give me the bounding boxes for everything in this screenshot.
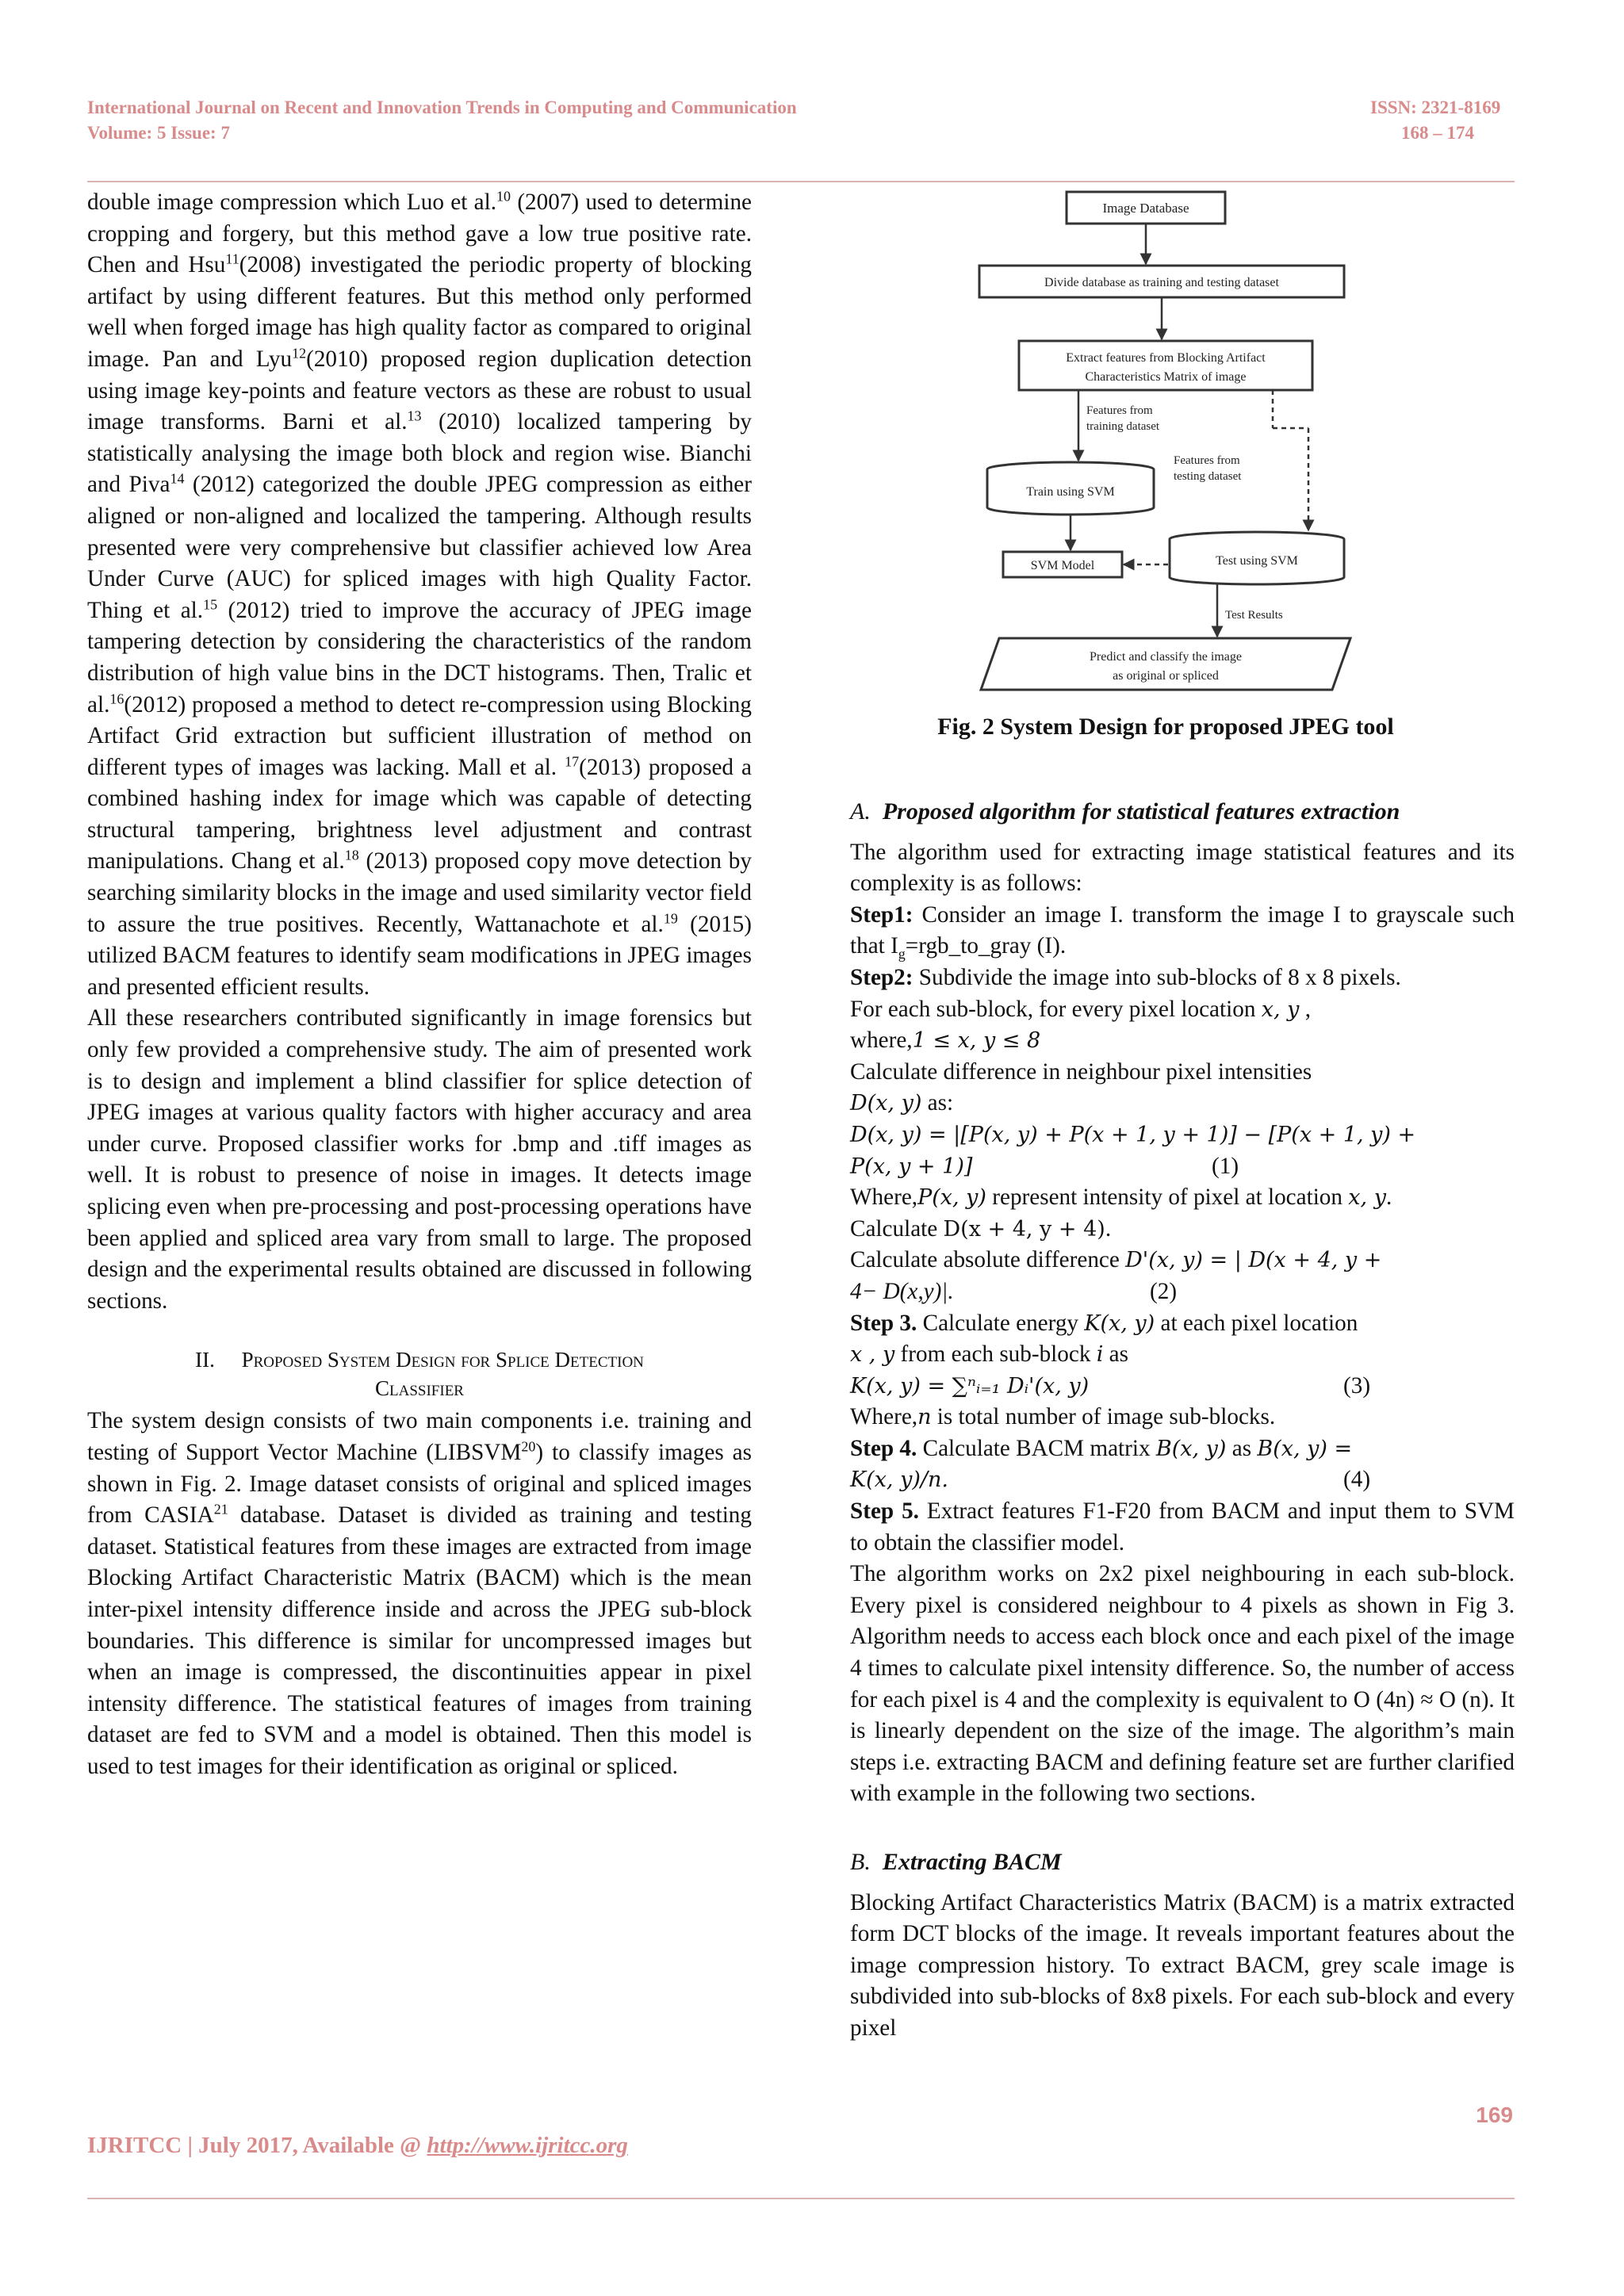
step-3-label: Step 3.: [850, 1310, 917, 1336]
step-2-text: Subdivide the image into sub-blocks of 8 x 8 pixels.: [913, 964, 1401, 990]
algorithm-intro: The algorithm used for extracting image statistical features and its complexity is as follows:: [850, 839, 1515, 897]
left-column: [87, 187, 752, 1783]
section-title-line2: Classifier: [375, 1376, 464, 1401]
system-design-diagram: [971, 190, 1352, 721]
step-3-line-2: [850, 1339, 1515, 1371]
where-range-math: 1 ≤ x, y ≤ 8: [912, 1028, 1041, 1054]
step-3-line-2-tail: as: [1103, 1341, 1128, 1368]
equation-4-number: (4): [1343, 1467, 1371, 1493]
where-p-tail: .: [1385, 1184, 1392, 1211]
reference-superscript: 16: [109, 690, 124, 706]
journal-title: International Journal on Recent and Innovation Trends in Computing and Communication: [87, 98, 797, 117]
step-3-line-2-math: x , y: [850, 1342, 895, 1368]
reference-superscript: 15: [203, 595, 218, 612]
reference-superscript: 20: [521, 1438, 536, 1455]
calc-d4-math: D(x + 4, y + 4): [943, 1216, 1105, 1242]
test-results-label: Test Results: [1225, 609, 1283, 622]
equation-1-part-2: P(x, y + 1)]: [850, 1154, 973, 1179]
reference-superscript: 21: [213, 1501, 228, 1517]
step-4-math-2: B(x, y) =: [1257, 1436, 1353, 1461]
intro-paragraph: double image compression which Luo et al.$^{10}$ (2007) used to determine cropping and forgery, but this method gave a low true positive rate. Chen and Hsu$^{11}$(2008) investigated the periodic property of blocking artifact by using different features. But this method only performed well when forged image has high quality factor as compared to original image. Pan and Lyu$^{12}$(2010) proposed region duplication detection using image key-points and feature vectors as these are robust to usual image transforms. Barni et al.$^{13}$ (2010) localized tampering by statistically analysing the image both block and region wise. Bianchi and Piva$^{14}$ (2012) categorized the double JPEG compression as either aligned or non-aligned and localized the tampering. Although results presented were very comprehensive but classifier achieved low Area Under Curve (AUC) for spliced images with high Quality Factor. Thing et al.$^{15}$ (2012) tried to improve the accuracy of JPEG image tampering detection by considering the characteristics of the random distribution of high value bins in the DCT histograms. Then, Tralic et al.$^{16}$(2012) proposed a method to detect re-compression using Blocking Artifact Grid extraction but sufficient illustration of method on different types of images was lacking. Mall et al. $^{17}$(2013) proposed a combined hashing index for image which was capable of detecting structural tampering, brightness level adjustment and contrast manipulations. Chang et al.$^{18}$ (2013) proposed copy move detection by searching similarity blocks in the image and used similarity vector field to assure the true positives. Recently, Wattanachote et al.$^{19}$ (2015) utilized BACM features to identify seam modifications in JPEG images and presented efficient results.: [87, 188, 753, 1000]
equation-1-line-2: [850, 1151, 1515, 1183]
footer-rule: [87, 2198, 1515, 2199]
where-p-text: Where,: [850, 1184, 918, 1211]
calc-diff-line: Calculate difference in neighbour pixel intensities: [850, 1058, 1312, 1085]
figure-caption: Fig. 2 System Design for proposed JPEG tool: [937, 714, 1394, 740]
dxy-as-line: [850, 1088, 1515, 1119]
section-number: II.: [195, 1348, 215, 1372]
step-4: [850, 1433, 1515, 1465]
step-3-line-2-text: from each sub-block: [894, 1341, 1097, 1368]
svm-model-label: SVM Model: [1030, 559, 1095, 572]
equation-3-math: K(x, y) = ∑ⁿᵢ₌₁ Dᵢ'(x, y): [850, 1373, 1090, 1399]
section-b-letter: B.: [850, 1849, 871, 1875]
step-3-line-2-math-2: i: [1096, 1342, 1104, 1368]
footer: [87, 2133, 628, 2159]
step-1-text: Consider an image I. transform the image I to grayscale such that I: [850, 901, 1515, 959]
step-2: [850, 962, 1515, 994]
bacm-paragraph: Blocking Artifact Characteristics Matrix (BACM) is a matrix extracted form DCT blocks of the image. It reveals important features about the image compression history. To extract BACM, grey scale image is subdivided into sub-blocks of 8x8 pixels. For each sub-block and every pixel: [850, 1889, 1515, 2041]
predict-label-1: Predict and classify the image: [1090, 650, 1242, 664]
where-n-math: n: [917, 1405, 932, 1430]
where-n-line: [850, 1402, 1515, 1433]
equation-1-number: (1): [1212, 1153, 1239, 1179]
each-subblock-math: x, y: [1261, 997, 1300, 1022]
calc-d4-tail: .: [1105, 1215, 1112, 1242]
step-4-text: Calculate BACM matrix: [917, 1435, 1156, 1461]
equation-4-math: K(x, y)/n.: [850, 1468, 948, 1493]
page-number: 169: [1476, 2103, 1513, 2127]
section-a-title: Proposed algorithm for statistical features extraction: [882, 798, 1400, 825]
step-4-math: B(x, y): [1155, 1436, 1227, 1461]
calc-abs-math: D'(x, y) = | D(x + 4, y +: [1125, 1248, 1382, 1273]
volume-issue: Volume: 5 Issue: 7: [87, 123, 230, 143]
calc-d4-text: Calculate: [850, 1215, 944, 1242]
step-3-text: Calculate energy: [917, 1310, 1085, 1336]
section-heading: [87, 1345, 752, 1402]
equation-4: [850, 1464, 1515, 1496]
predict-label-2: as original or spliced: [1113, 669, 1219, 683]
train-svm-label: Train using SVM: [1026, 485, 1115, 499]
where-n-text: Where,: [850, 1404, 918, 1430]
step-1-tail: =rgb_to_gray (I).: [905, 933, 1067, 959]
calc-abs-text: Calculate absolute difference: [850, 1247, 1126, 1273]
features-testing-label-2: testing dataset: [1174, 470, 1242, 483]
image-database-label: Image Database: [1102, 201, 1189, 216]
summary-paragraph: All these researchers contributed significantly in image forensics but only few provided a comprehensive study. The aim of presented work is to design and implement a blind classifier for splice detection of JPEG images at various quality factors with higher accuracy and area under curve. Proposed classifier works for .bmp and .tiff images as well. It is robust to presence of noise in images. It detects image splicing even when pre-processing and post-processing operations have been applied and spliced area vary from small to large. The proposed design and the experimental results obtained are discussed in following sections.: [87, 1005, 752, 1314]
features-training-label-2: training dataset: [1086, 420, 1160, 433]
equation-2-line-2: [850, 1276, 1515, 1308]
step-1-subscript: g: [898, 946, 906, 962]
each-subblock-text: For each sub-block, for every pixel location: [850, 996, 1262, 1022]
step-5-label: Step 5.: [850, 1498, 919, 1525]
dxy-math: D(x, y): [850, 1091, 922, 1116]
dxy-as-text: as:: [921, 1090, 954, 1116]
reference-superscript: 14: [170, 470, 185, 487]
where-p-math: P(x, y): [917, 1185, 986, 1211]
step-4-mid: as: [1226, 1435, 1258, 1461]
step-2-label: Step2:: [850, 964, 914, 990]
section-b-title: Extracting BACM: [882, 1849, 1062, 1875]
system-design-paragraph: The system design consists of two main components i.e. training and testing of Support Vector Machine (LIBSVM$^{20}$) to classify images as shown in Fig. 2. Image dataset consists of original and spliced images from CASIA$^{21}$ database. Dataset is divided as training and testing dataset. Statistical features from these images are extracted from image Blocking Artifact Characteristic Matrix (BACM) which is the mean inter-pixel intensity difference inside and across the JPEG sub-block boundaries. This difference is similar for uncompressed images but when an image is compressed, the discontinuities appear in pixel intensity difference. The statistical features of images from training dataset are fed to SVM and a model is obtained. Then this model is used to test images for their identification as original or spliced.: [87, 1408, 752, 1779]
calc-d4-line: [850, 1214, 1515, 1246]
where-p-mid: represent intensity of pixel at location: [986, 1184, 1349, 1211]
reference-superscript: 18: [344, 847, 359, 863]
reference-superscript: 12: [292, 345, 307, 362]
where-p-line: [850, 1182, 1515, 1214]
reference-superscript: 17: [565, 752, 580, 769]
extract-features-label-2: Characteristics Matrix of image: [1085, 370, 1247, 384]
features-training-label-1: Features from: [1086, 404, 1153, 417]
section-a-heading: [850, 796, 1515, 828]
divide-database-label: Divide database as training and testing dataset: [1044, 276, 1279, 289]
right-column: [850, 796, 1515, 2045]
equation-1-line-1: [850, 1119, 1515, 1151]
extract-features-label-1: Extract features from Blocking Artifact: [1066, 351, 1266, 365]
section-a-letter: A.: [850, 798, 871, 825]
where-range-line: [850, 1025, 1515, 1057]
step-3: [850, 1308, 1515, 1340]
calc-abs-line: [850, 1245, 1515, 1276]
reference-superscript: 11: [225, 251, 239, 267]
reference-superscript: 13: [407, 408, 422, 424]
step-5-text: Extract features F1-F20 from BACM and input them to SVM to obtain the classifier model.: [850, 1498, 1515, 1556]
footer-link[interactable]: http://www.ijritcc.org: [427, 2133, 628, 2158]
equation-2-number: (2): [1150, 1278, 1178, 1304]
each-subblock-line: [850, 994, 1515, 1026]
footer-text: IJRITCC | July 2017, Available @: [87, 2133, 427, 2158]
where-range-text: where,: [850, 1027, 913, 1054]
step-4-label: Step 4.: [850, 1435, 917, 1461]
test-svm-label: Test using SVM: [1216, 554, 1298, 568]
step-1: [850, 900, 1515, 962]
where-p-math-2: x, y: [1348, 1185, 1386, 1211]
equation-3-number: (3): [1343, 1372, 1371, 1399]
issn: ISSN: 2321-8169: [1370, 98, 1501, 117]
step-3-math: K(x, y): [1084, 1311, 1155, 1336]
equation-2-part-2: 4− D(x,y)|.: [850, 1278, 954, 1304]
reference-superscript: 19: [663, 909, 678, 926]
page-range: 168 – 174: [1401, 123, 1474, 143]
equation-3: [850, 1371, 1515, 1402]
header-rule: [87, 181, 1515, 182]
features-testing-label-1: Features from: [1174, 454, 1240, 467]
each-subblock-tail: ,: [1299, 996, 1311, 1022]
section-title-line1: Proposed System Design for Splice Detection: [241, 1348, 644, 1372]
reference-superscript: 10: [496, 188, 511, 205]
where-n-tail: is total number of image sub-blocks.: [931, 1404, 1276, 1430]
step-1-label: Step1:: [850, 901, 914, 928]
section-b-heading: [850, 1846, 1515, 1878]
equation-1-part-1: D(x, y) = |[P(x, y) + P(x + 1, y + 1)] − [P(x + 1, y) +: [850, 1122, 1416, 1147]
algorithm-complexity-paragraph: The algorithm works on 2x2 pixel neighbouring in each sub-block. Every pixel is considered neighbour to 4 pixels as shown in Fig 3. Algorithm needs to access each block once and each pixel of the image 4 times to calculate pixel intensity difference. So, the number of access for each pixel is 4 and the complexity is equivalent to O (4n) ≈ O (n). It is linearly dependent on the size of the image. The algorithm’s main steps i.e. extracting BACM and defining feature set are further clarified with example in the following two sections.: [850, 1561, 1515, 1807]
step-3-tail: at each pixel location: [1155, 1310, 1358, 1336]
step-5: [850, 1496, 1515, 1559]
